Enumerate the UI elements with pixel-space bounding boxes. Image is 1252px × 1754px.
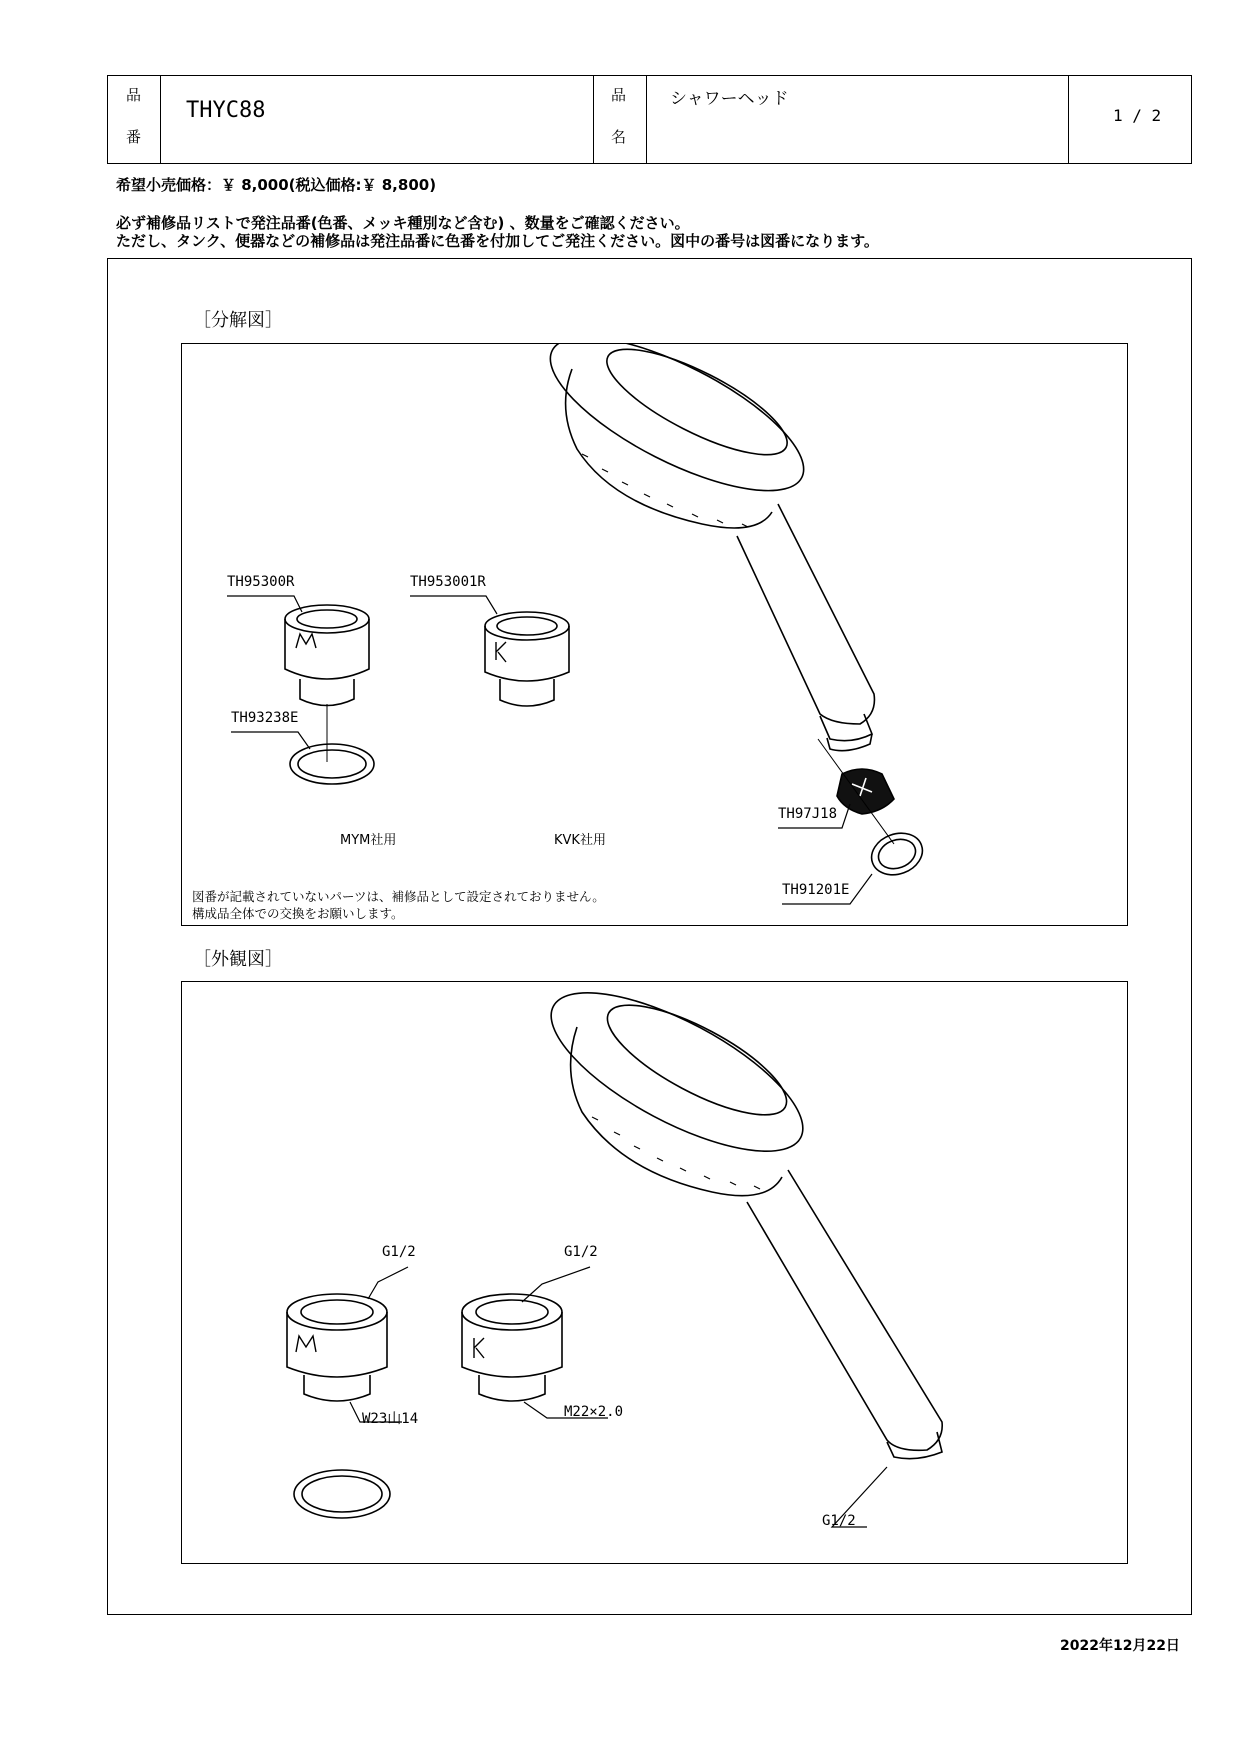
label-g12-k-adapter: G1/2 xyxy=(564,1244,598,1260)
label-th91201e: TH91201E xyxy=(782,882,850,898)
exploded-drawing xyxy=(182,344,1129,927)
page-number: 1 / 2 xyxy=(1113,106,1162,125)
label-mym: MYM社用 xyxy=(340,833,397,848)
label-w23: W23山14 xyxy=(362,1411,419,1427)
label-g12-m-adapter: G1/2 xyxy=(382,1244,416,1260)
footnote-line-1: 図番が記載されていないパーツは、補修品として設定されておりません。 xyxy=(192,889,605,904)
label-m22: M22×2.0 xyxy=(564,1404,624,1420)
label-kvk: KVK社用 xyxy=(554,833,606,848)
footnote-line-2: 構成品全体での交換をお願いします。 xyxy=(192,906,404,921)
shower-head-drawing-external xyxy=(530,982,942,1459)
part-name: シャワーヘッド xyxy=(670,89,789,109)
external-drawing xyxy=(182,982,1129,1565)
part-no-label-bottom: 番 xyxy=(126,128,142,146)
retail-price: 希望小売価格：￥ 8,000(税込価格:￥ 8,800) xyxy=(116,176,437,194)
note-line-2: ただし、タンク、便器などの補修品は発注品番に色番を付加してご発注ください。図中の番号は図番になります。 xyxy=(116,232,879,250)
label-th953001r: TH953001R xyxy=(410,574,486,590)
adapter-m-drawing xyxy=(285,605,369,762)
adapter-m-external xyxy=(287,1294,387,1401)
label-th93238e: TH93238E xyxy=(231,710,299,726)
exploded-view-title: ［分解図］ xyxy=(193,310,283,331)
part-no-label-top: 品 xyxy=(126,86,142,104)
label-th95300r: TH95300R xyxy=(227,574,295,590)
adapter-k-drawing xyxy=(485,612,569,706)
label-g12-head: G1/2 xyxy=(822,1513,856,1529)
strainer-cap-drawing xyxy=(837,769,894,814)
part-name-label-top: 品 xyxy=(611,86,627,104)
exploded-view xyxy=(181,343,1128,926)
adapter-k-external xyxy=(462,1294,562,1401)
title-block xyxy=(107,75,1192,164)
part-name-label-bottom: 名 xyxy=(611,128,627,146)
shower-head-drawing xyxy=(530,344,874,751)
external-view xyxy=(181,981,1128,1564)
external-view-title: ［外観図］ xyxy=(193,949,283,970)
label-th97j18: TH97J18 xyxy=(778,806,838,822)
part-number: THYC88 xyxy=(186,98,266,123)
note-line-1: 必ず補修品リストで発注品番(色番、メッキ種別など含む) 、数量をご確認ください。 xyxy=(116,214,690,232)
issue-date: 2022年12月22日 xyxy=(1060,1638,1180,1654)
